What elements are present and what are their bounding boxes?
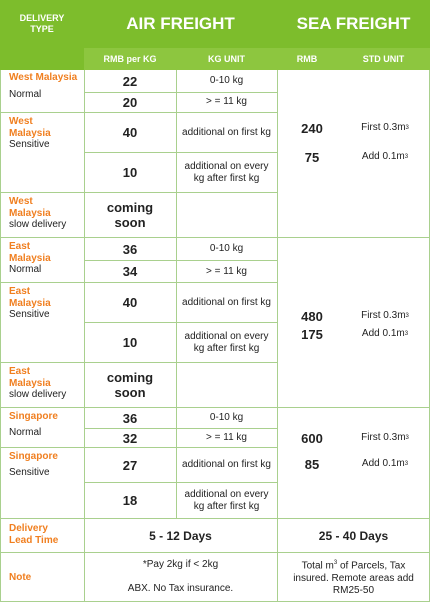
delivery-type-name: Normal [9, 426, 42, 438]
air-kg-unit: additional on every kg after first kg [184, 488, 269, 512]
region-name: West Malaysia [9, 72, 78, 83]
air-rate: 36 [122, 241, 138, 257]
sea-freight-header [277, 0, 430, 48]
region-label-sg-sensitive [0, 448, 84, 518]
air-status: coming soon [106, 200, 154, 230]
delivery-type-name: slow delivery [9, 219, 67, 230]
region-label-wm-sensitive [0, 113, 84, 192]
air-kg-unit: additional on first kg [182, 459, 271, 470]
air-kg-unit: > = 11 kg [206, 96, 247, 107]
superscript: 3 [405, 125, 409, 131]
sea-std-unit [345, 306, 425, 326]
sea-rmb: 480 [301, 308, 323, 324]
air-rate: 10 [122, 165, 138, 180]
sea-std-unit-text: First 0.3m [361, 122, 406, 133]
sea-std-unit-text: Add 0.1m [361, 151, 405, 162]
superscript: 3 [404, 331, 409, 337]
delivery-type-header [0, 0, 84, 48]
sea-rmb: 175 [301, 326, 323, 342]
air-rate: 32 [122, 430, 138, 446]
superscript: 3 [405, 313, 409, 319]
sea-std-unit-text: First 0.3m [361, 310, 406, 321]
sea-rmb: 75 [304, 149, 320, 165]
air-lead-time: 5 - 12 Days [149, 528, 212, 543]
sea-std-unit [345, 454, 425, 474]
superscript: 3 [333, 560, 338, 567]
sea-std-unit-text: First 0.3m [361, 432, 406, 443]
air-kg-unit: additional on first kg [182, 296, 271, 308]
air-note-line1: *Pay 2kg if < 2kg [142, 559, 219, 570]
delivery-type-header-label: DELIVERY TYPE [19, 13, 65, 34]
sea-freight-title: SEA FREIGHT [296, 14, 411, 33]
sea-note-text [287, 557, 420, 596]
delivery-type-name: Sensitive [9, 466, 50, 478]
sea-note-post: of Parcels, Tax insured. Remote areas add RM25-50 [293, 560, 414, 596]
note-label-text: Note [9, 571, 32, 583]
air-rate: 34 [122, 264, 138, 279]
air-rate: 20 [122, 94, 138, 110]
lead-time-label [0, 519, 84, 552]
air-rate: 27 [122, 457, 138, 473]
region-label-wm-normal [0, 70, 84, 112]
delivery-type-name: Sensitive [9, 309, 50, 320]
region-name: West Malaysia [9, 116, 51, 139]
region-label-wm-slow [0, 193, 84, 237]
region-label-em-sensitive [0, 283, 84, 362]
air-kg-unit: additional on every kg after first kg [184, 160, 269, 184]
region-name: West Malaysia [9, 196, 51, 219]
lead-time-label-line2: Lead Time [9, 534, 59, 546]
superscript: 3 [405, 435, 409, 441]
note-label [0, 553, 84, 601]
delivery-type-subheader [0, 48, 84, 70]
air-freight-title: AIR FREIGHT [126, 14, 235, 33]
sea-rmb: 600 [301, 430, 323, 446]
air-status: coming soon [106, 370, 154, 400]
superscript: 3 [404, 154, 409, 160]
air-note-line2: ABX. No Tax insurance. [127, 583, 234, 594]
region-label-em-normal [0, 238, 84, 282]
sea-note-pre: Total m [301, 560, 334, 572]
rmb-label: RMB [296, 54, 318, 64]
air-kg-unit: 0-10 kg [209, 412, 244, 423]
region-label-sg-normal [0, 408, 84, 447]
std-unit-label: STD UNIT [362, 54, 405, 64]
air-kg-unit: additional on first kg [182, 126, 271, 138]
delivery-type-name: Normal [9, 264, 42, 275]
air-kg-unit: > = 11 kg [206, 265, 247, 277]
superscript: 3 [404, 461, 409, 467]
air-note [84, 553, 277, 601]
sea-std-unit-text: Add 0.1m [361, 458, 405, 469]
delivery-type-name: slow delivery [9, 389, 67, 400]
sea-rmb: 240 [301, 120, 323, 136]
sea-std-unit [345, 428, 425, 448]
sea-std-unit [345, 324, 425, 344]
sea-std-unit-text: Add 0.1m [361, 328, 405, 339]
delivery-type-name: Normal [9, 88, 42, 100]
air-kg-unit: > = 11 kg [206, 432, 247, 443]
kg-unit-header [176, 48, 277, 70]
air-rate: 18 [122, 493, 138, 508]
rmb-per-kg-header [84, 48, 176, 70]
lead-time-label-line1: Delivery [9, 523, 48, 534]
sea-lead-time: 25 - 40 Days [318, 528, 389, 543]
air-kg-unit: 0-10 kg [209, 243, 244, 254]
air-rate: 40 [122, 125, 138, 140]
rmb-header [277, 48, 337, 70]
air-rate: 36 [122, 410, 138, 426]
delivery-type-name: Sensitive [9, 139, 50, 150]
region-name: Singapore [9, 451, 58, 462]
air-rate: 40 [122, 295, 138, 310]
sea-rmb: 85 [304, 456, 320, 472]
air-kg-unit: additional on every kg after first kg [184, 330, 269, 354]
region-name: East Malaysia [9, 366, 51, 389]
region-name: East Malaysia [9, 241, 51, 264]
air-rate: 22 [122, 73, 138, 89]
sea-std-unit [345, 147, 425, 167]
air-kg-unit: 0-10 kg [209, 75, 244, 86]
sea-std-unit [345, 118, 425, 138]
rmb-per-kg-label: RMB per KG [103, 54, 157, 64]
region-label-em-slow [0, 363, 84, 407]
std-unit-header [337, 48, 430, 70]
region-name: Singapore [9, 411, 58, 422]
air-rate: 10 [122, 335, 138, 350]
air-freight-header [84, 0, 277, 48]
kg-unit-label: KG UNIT [208, 54, 245, 64]
region-name: East Malaysia [9, 286, 51, 309]
sea-note [277, 553, 430, 601]
